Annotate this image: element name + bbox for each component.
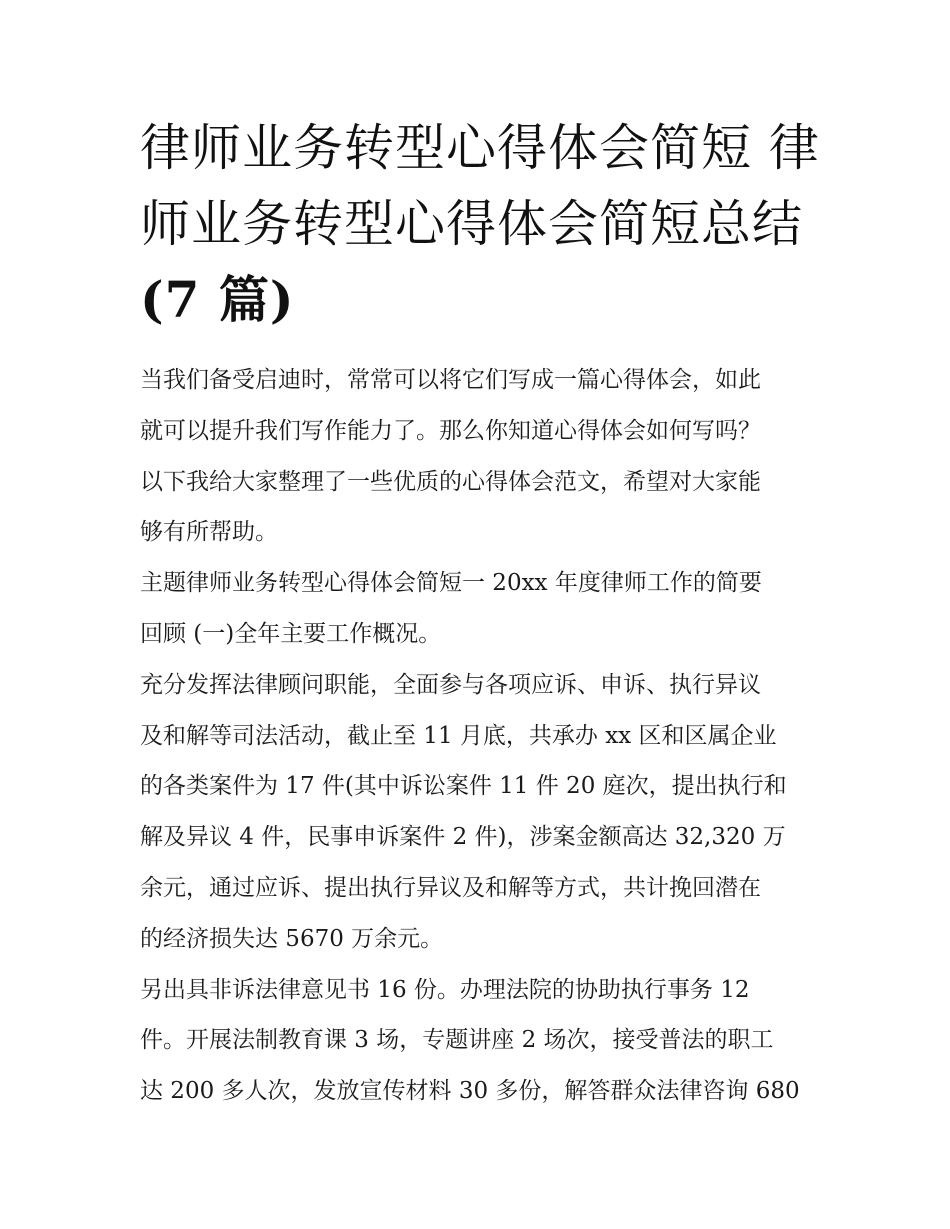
text-line: 当我们备受启迪时，常常可以将它们写成一篇心得体会，如此	[140, 367, 761, 393]
document-title	[140, 110, 820, 338]
text-line: 的各类案件为 17 件(其中诉讼案件 11 件 20 庭次，提出执行和	[140, 773, 787, 800]
text-line: 就可以提升我们写作能力了。那么你知道心得体会如何写吗？	[140, 417, 761, 444]
title-line-2: 师业务转型心得体会简短总结	[140, 195, 803, 253]
text-line: 充分发挥法律顾问职能，全面参与各项应诉、申诉、执行异议	[140, 671, 761, 698]
text-line: 回顾 (一)全年主要工作概况。	[140, 620, 442, 647]
text-line: 件。开展法制教育课 3 场，专题讲座 2 场次，接受普法的职工	[140, 1027, 774, 1054]
text-line: 及和解等司法活动，截止至 11 月底，共承办 xx 区和区属企业	[140, 722, 777, 749]
text-line: 够有所帮助。	[140, 519, 278, 546]
text-line: 解及异议 4 件，民事申诉案件 2 件)，涉案金额高达 32,320 万	[140, 824, 786, 851]
text-line: 余元，通过应诉、提出执行异议及和解等方式，共计挽回潜在	[140, 874, 761, 901]
text-line: 的经济损失达 5670 万余元。	[140, 925, 444, 952]
title-line-1: 律师业务转型心得体会简短 律	[140, 119, 820, 177]
paragraph-topic	[140, 558, 820, 660]
paragraph-cases	[140, 660, 820, 965]
text-line: 以下我给大家整理了一些优质的心得体会范文，希望对大家能	[140, 468, 761, 495]
paragraph-intro	[140, 355, 820, 558]
document-body	[140, 355, 820, 1117]
text-line: 另出具非诉法律意见书 16 份。办理法院的协助执行事务 12	[140, 976, 750, 1003]
paragraph-services	[140, 965, 820, 1117]
title-line-3: (7 篇)	[140, 270, 295, 329]
text-line: 主题律师业务转型心得体会简短一 20xx 年度律师工作的简要	[140, 570, 762, 597]
text-line: 达 200 多人次，发放宣传材料 30 多份，解答群众法律咨询 680	[140, 1078, 800, 1105]
